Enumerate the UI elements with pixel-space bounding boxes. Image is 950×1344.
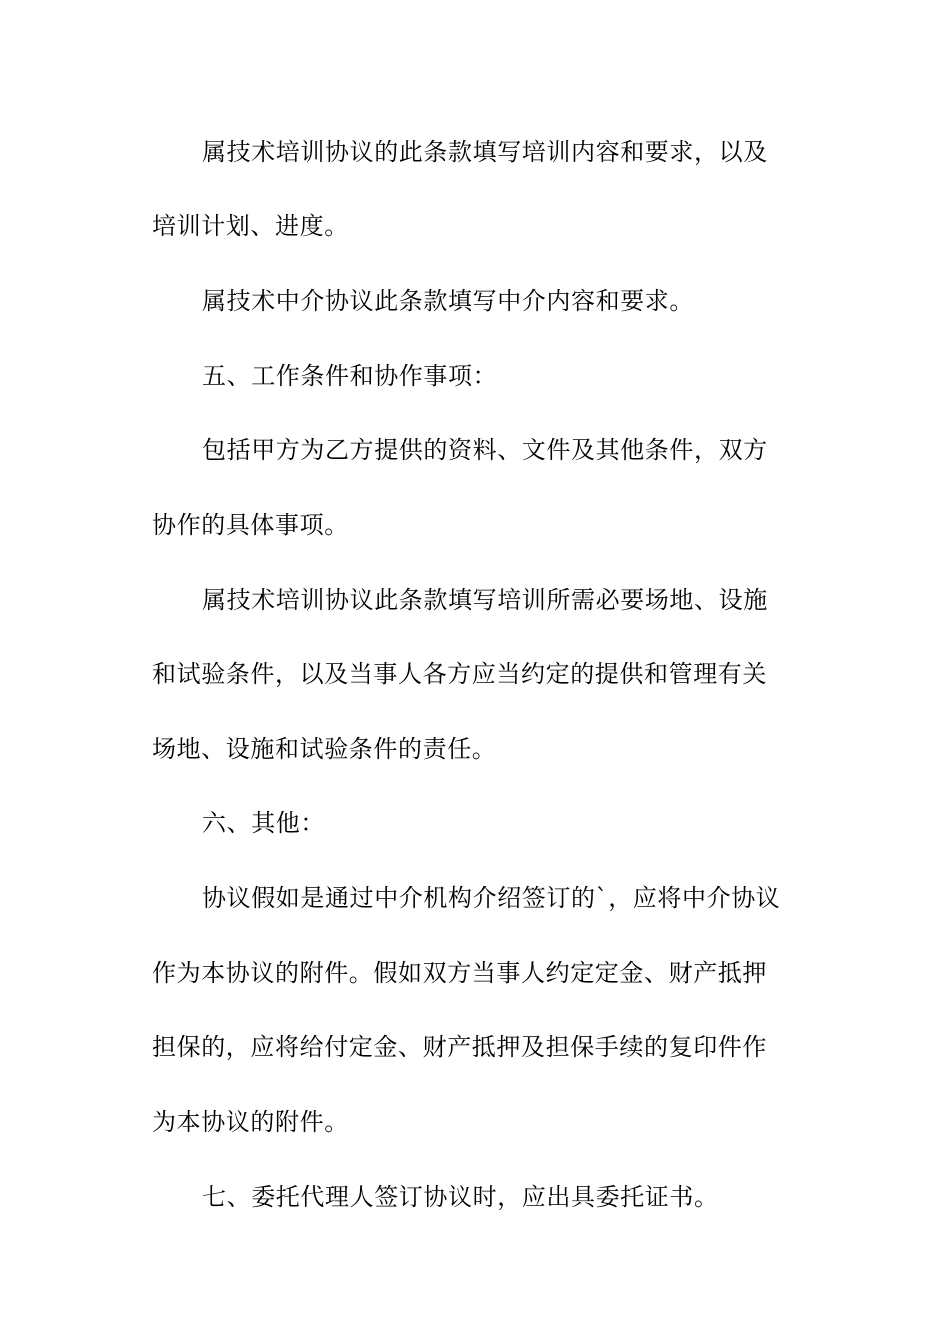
section-heading: 六、其他： — [202, 809, 325, 837]
paragraph-line: 和试验条件，以及当事人各方应当约定的提供和管理有关 — [152, 660, 767, 688]
section-heading: 七、委托代理人签订协议时，应出具委托证书。 — [202, 1183, 719, 1211]
paragraph-line: 作为本协议的附件。假如双方当事人约定定金、财产抵押 — [152, 959, 767, 987]
paragraph-line: 属技术中介协议此条款填写中介内容和要求。 — [202, 287, 694, 315]
paragraph-line: 协议假如是通过中介机构介绍签订的`，应将中介协议 — [202, 884, 781, 912]
paragraph-line: 为本协议的附件。 — [152, 1108, 349, 1136]
paragraph-line: 属技术培训协议的此条款填写培训内容和要求，以及 — [202, 138, 768, 166]
paragraph-line: 协作的具体事项。 — [152, 511, 349, 539]
paragraph-line: 包括甲方为乙方提供的资料、文件及其他条件，双方 — [202, 436, 768, 464]
paragraph-line: 场地、设施和试验条件的责任。 — [152, 735, 497, 763]
paragraph-line: 属技术培训协议此条款填写培训所需必要场地、设施 — [202, 586, 768, 614]
paragraph-line: 担保的，应将给付定金、财产抵押及担保手续的复印件作 — [152, 1033, 767, 1061]
paragraph-line: 培训计划、进度。 — [152, 212, 349, 240]
section-heading: 五、工作条件和协作事项： — [202, 362, 498, 390]
